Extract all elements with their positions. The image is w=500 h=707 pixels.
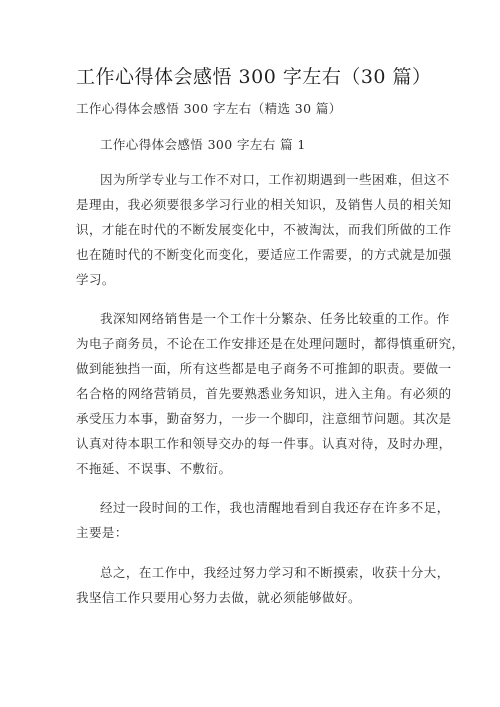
paragraph-line: 承受压力本事，勤奋努力，一步一个脚印，注意细节问题。其次是: [76, 411, 452, 426]
paragraph-line: 也在随时代的不断变化而变化，要适应工作需要，的方式就是加强: [76, 247, 452, 262]
paragraph-line: 不拖延、不误事、不敷衍。: [76, 461, 232, 476]
paragraph-line: 因为所学专业与工作不对口，工作初期遇到一些困难，但这不: [100, 172, 450, 187]
section-heading: 工作心得体会感悟 300 字左右 篇 1: [100, 137, 306, 152]
paragraph-line: 主要是：: [76, 525, 128, 540]
paragraph-line: 总之，在工作中，我经过努力学习和不断摸索，收获十分大，: [100, 565, 450, 580]
paragraph-line: 我坚信工作只要用心努力去做，就必须能够做好。: [76, 590, 361, 605]
document-title: 工作心得体会感悟 300 字左右（30 篇）: [76, 66, 432, 88]
paragraph-line: 学习。: [76, 272, 115, 287]
paragraph-line: 认真对待本职工作和领导交办的每一件事。认真对待，及时办理，: [76, 436, 452, 451]
paragraph-line: 我深知网络销售是一个工作十分繁杂、任务比较重的工作。作: [100, 311, 450, 326]
paragraph-line: 名合格的网络营销员，首先要熟悉业务知识，进入主角。有必须的: [76, 386, 452, 401]
paragraph-line: 是理由，我必须要很多学习行业的相关知识，及销售人员的相关知: [76, 197, 452, 212]
paragraph-line: 做到能独挡一面，所有这些都是电子商务不可推卸的职责。要做一: [76, 361, 452, 376]
paragraph-line: 识，才能在时代的不断发展变化中，不被淘汰，而我们所做的工作: [76, 222, 452, 237]
paragraph-line: 为电子商务员，不论在工作安排还是在处理问题时，都得慎重研究，: [76, 336, 465, 351]
paragraph-line: 经过一段时间的工作，我也清醒地看到自我还存在许多不足，: [100, 500, 450, 515]
document-subtitle: 工作心得体会感悟 300 字左右（精选 30 篇）: [76, 101, 342, 116]
